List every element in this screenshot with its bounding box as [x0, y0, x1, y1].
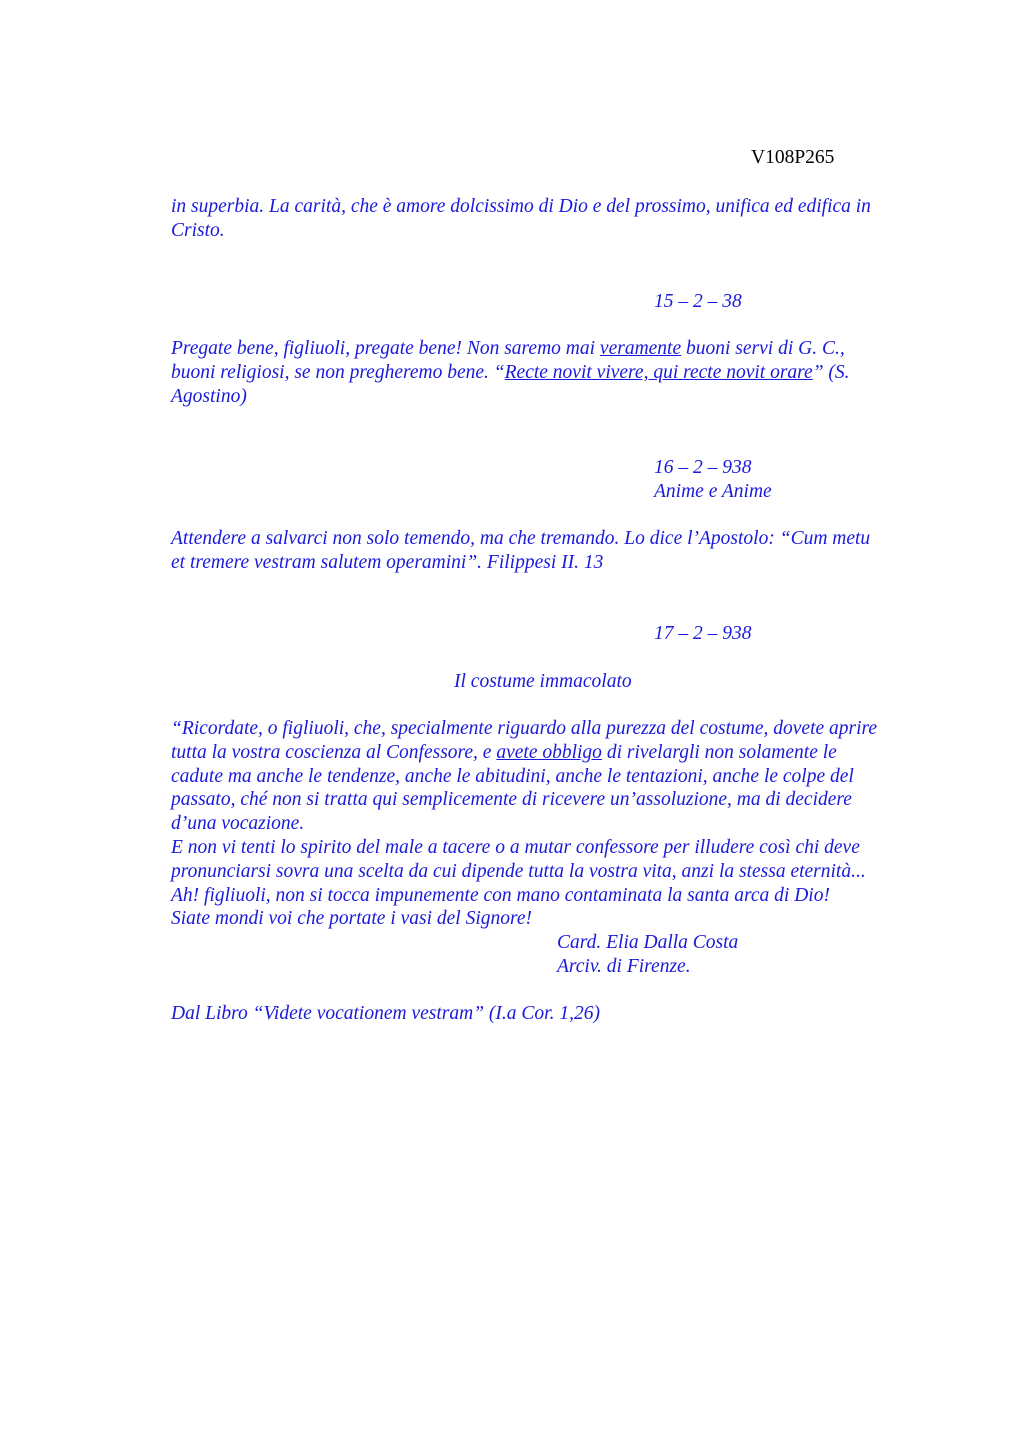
- signature-block: [557, 931, 738, 979]
- paragraph-line: [171, 741, 877, 765]
- text-run: buoni servi di G. C.,: [681, 338, 845, 359]
- entry-paragraph: [171, 527, 870, 575]
- underlined-quote: Recte novit vivere, qui recte novit orare: [504, 361, 813, 383]
- paragraph-line: passato, ché non si tratta qui semplicemente di ricevere un’assoluzione, ma di decidere: [171, 789, 852, 811]
- paragraph-line: Siate mondi voi che portate i vasi del Signore!: [171, 908, 533, 930]
- entry-paragraph: [171, 717, 877, 931]
- text-run: ” (S.: [812, 361, 850, 383]
- section-title: Il costume immacolato: [454, 671, 632, 692]
- paragraph-line: “Ricordate, o figliuoli, che, specialmente riguardo alla purezza del costume, dovete aprire: [171, 718, 878, 739]
- underlined-text: veramente: [599, 338, 682, 359]
- paragraph-line: Agostino): [171, 385, 247, 407]
- paragraph-line: Attendere a salvarci non solo temendo, ma che tremando. Lo dice l’Apostolo: “Cum metu: [171, 528, 871, 549]
- paragraph-line: [171, 337, 850, 361]
- paragraph-line: [171, 361, 850, 385]
- intro-line: Cristo.: [171, 219, 225, 241]
- entry-date: 17 – 2 – 938: [654, 623, 752, 644]
- source-citation: Dal Libro “Videte vocationem vestram” (I.a Cor. 1,26): [171, 1003, 600, 1024]
- page-id: V108P265: [751, 147, 835, 168]
- entry-paragraph: [171, 337, 850, 408]
- entry-date-block: [654, 456, 772, 504]
- underlined-text: avete obbligo: [496, 741, 602, 763]
- paragraph-line: et tremere vestram salutem operamini”. Filippesi II. 13: [171, 551, 604, 573]
- text-run: Pregate bene, figliuoli, pregate bene! Non saremo mai: [171, 338, 600, 359]
- paragraph-line: E non vi tenti lo spirito del male a tacere o a mutar confessore per illudere così chi deve: [171, 836, 860, 858]
- entry-date: 15 – 2 – 38: [654, 291, 742, 312]
- entry-subtitle: Anime e Anime: [654, 480, 772, 502]
- signature-name: Card. Elia Dalla Costa: [557, 932, 739, 953]
- intro-line: in superbia. La carità, che è amore dolcissimo di Dio e del prossimo, unifica ed edifica in: [171, 196, 871, 217]
- paragraph-line: pronunciarsi sovra una scelta da cui dipende tutta la vostra vita, anzi la stessa eternità...: [171, 860, 866, 882]
- entry-date: 16 – 2 – 938: [654, 457, 752, 478]
- text-run: buoni religiosi, se non pregheremo bene. “: [171, 361, 505, 383]
- intro-paragraph: [171, 195, 871, 243]
- paragraph-line: cadute ma anche le tendenze, anche le abitudini, anche le tentazioni, anche le colpe del: [171, 765, 854, 787]
- paragraph-line: Ah! figliuoli, non si tocca impunemente con mano contaminata la santa arca di Dio!: [171, 884, 830, 906]
- signature-title: Arciv. di Firenze.: [557, 955, 691, 977]
- text-run: tutta la vostra coscienza al Confessore, e: [171, 741, 497, 763]
- paragraph-line: d’una vocazione.: [171, 813, 305, 835]
- text-run: di rivelargli non solamente le: [601, 741, 837, 763]
